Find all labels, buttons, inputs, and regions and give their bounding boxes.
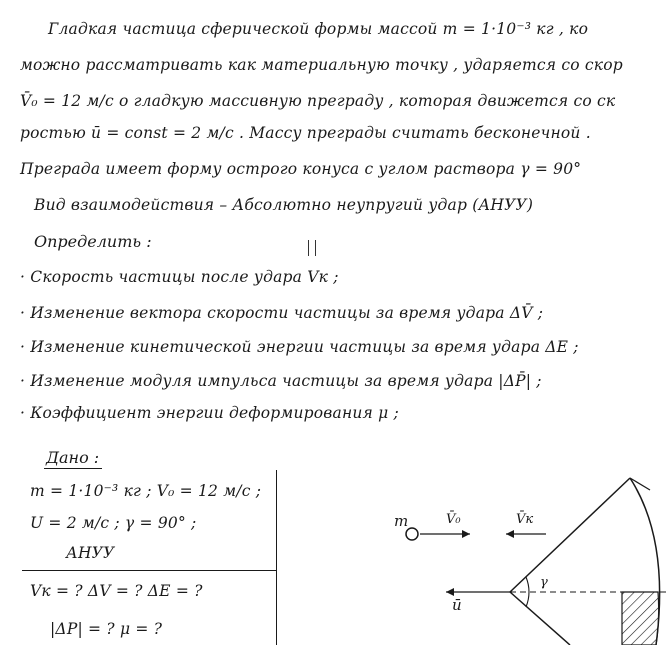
define-item-3: · Изменение кинетической энергии частицы за время удара ΔE ; (20, 338, 579, 356)
statement-line-1: Гладкая частица сферической формы массой m = 1·10⁻³ кг , ко (48, 20, 589, 38)
hatched-section (622, 592, 659, 645)
text-cursor-icon (308, 240, 316, 256)
given-vertical-divider (276, 470, 277, 645)
cone-lower-side (510, 592, 570, 645)
given-title-underline (44, 468, 102, 469)
figure-label-u: ū (452, 596, 462, 614)
unknowns-row-1: Vк = ? ΔV = ? ΔE = ? (30, 582, 203, 600)
cone-diagram (360, 470, 666, 645)
define-item-1: · Скорость частицы после удара Vк ; (20, 268, 339, 286)
figure-label-v0: V̄₀ (446, 512, 461, 527)
statement-line-2: можно рассматривать как материальную точку , ударяется со скор (20, 56, 623, 74)
cone-upper-side (510, 478, 630, 592)
v0-arrowhead-icon (462, 530, 470, 538)
given-row-1: m = 1·10⁻³ кг ; V₀ = 12 м/с ; (30, 482, 262, 500)
figure-label-vk: V̄к (516, 512, 534, 527)
unknowns-row-2: |ΔP| = ? μ = ? (50, 620, 163, 638)
figure-label-m: m (394, 512, 409, 530)
define-item-2: · Изменение вектора скорости частицы за время удара ΔV̄ ; (20, 304, 544, 322)
statement-line-4: ростью ū = const = 2 м/с . Массу преграды считать бесконечной . (20, 124, 591, 142)
given-row-2: U = 2 м/с ; γ = 90° ; (30, 514, 197, 532)
given-title: Дано : (46, 448, 100, 467)
statement-line-6: Вид взаимодействия – Абсолютно неупругий удар (АНУУ) (34, 196, 534, 214)
figure-label-gamma: γ (540, 575, 548, 590)
vk-arrowhead-icon (506, 530, 514, 538)
define-title: Определить : (34, 232, 152, 251)
statement-line-3: V̄₀ = 12 м/с о гладкую массивную преграду , которая движется со ск (20, 92, 616, 110)
define-item-5: · Коэффициент энергии деформирования μ ; (20, 404, 399, 422)
define-item-4: · Изменение модуля импульса частицы за время удара |ΔP̄| ; (20, 372, 542, 390)
u-arrowhead-icon (446, 588, 454, 596)
given-horizontal-divider (22, 570, 276, 571)
statement-line-5: Преграда имеет форму острого конуса с углом раствора γ = 90° (20, 160, 582, 178)
angle-arc (526, 577, 529, 607)
given-row-3: АНУУ (66, 544, 115, 562)
